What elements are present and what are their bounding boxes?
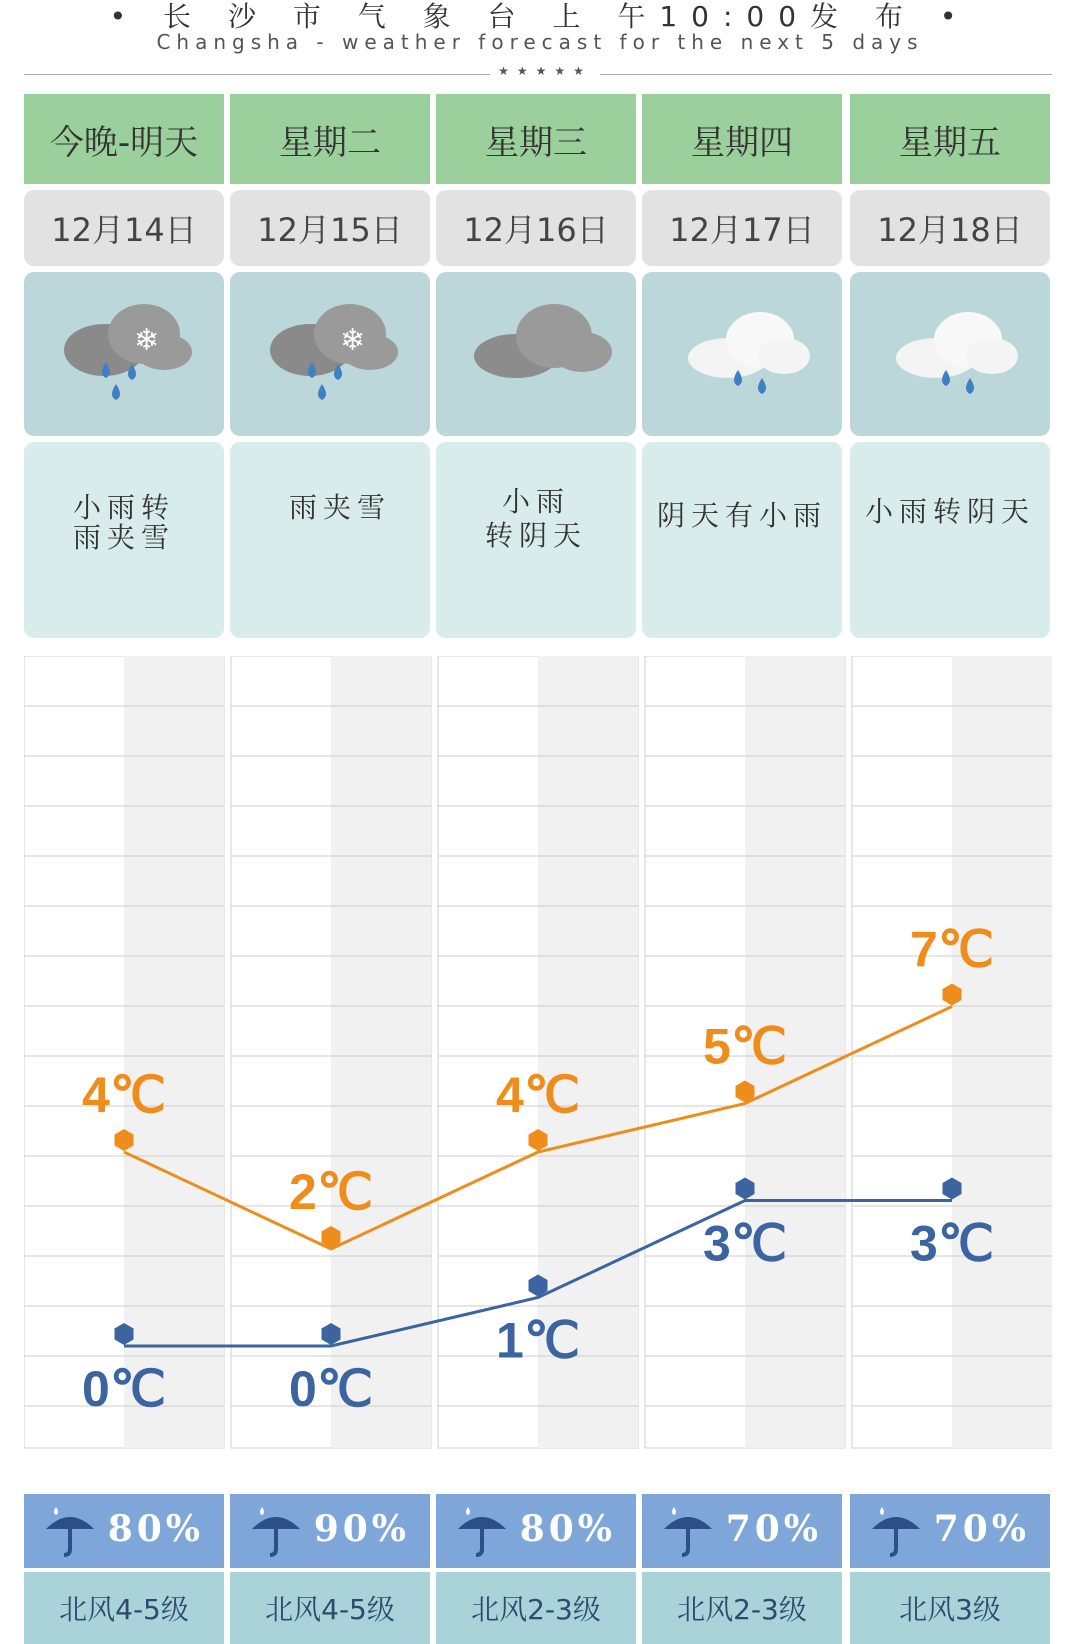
wind-label: 北风4-5级 [230, 1572, 430, 1644]
high-temp-label: 5℃ [703, 1018, 787, 1075]
star-decoration: ★★★★★ [490, 64, 600, 78]
rain-percent: 80% [519, 1508, 616, 1550]
light-rain-icon [642, 272, 842, 436]
low-temp-label: 3℃ [910, 1215, 994, 1272]
low-temp-label: 1℃ [496, 1312, 580, 1369]
desc-line: 雨夹雪 [288, 491, 391, 524]
temperature-chart [24, 656, 1052, 1488]
rain-percent: 90% [313, 1508, 410, 1550]
low-temp-label: 0℃ [82, 1361, 166, 1417]
day-label: 星期四 [642, 94, 842, 184]
high-temp-label: 4℃ [82, 1067, 166, 1123]
weather-icon-box [642, 272, 842, 436]
desc-line: 小雨 [501, 485, 570, 518]
day-label: 星期五 [850, 94, 1050, 184]
weather-description [230, 442, 430, 638]
date-label: 12月17日 [642, 190, 842, 266]
rain-probability [642, 1494, 842, 1568]
desc-line: 阴天有小雨 [656, 499, 827, 532]
rain-probability [436, 1494, 636, 1568]
svg-text:❄: ❄ [134, 323, 160, 358]
forecast-footer [850, 1494, 1050, 1644]
date-label: 12月14日 [24, 190, 224, 266]
wind-label: 北风4-5级 [24, 1572, 224, 1644]
day-label: 星期三 [436, 94, 636, 184]
chart-column-shade [331, 656, 431, 1448]
date-label: 12月16日 [436, 190, 636, 266]
umbrella-icon [450, 1499, 514, 1563]
page-title: • 长 沙 市 气 象 台 上 午10:00发 布 • [109, 0, 971, 33]
desc-line: 雨夹雪 [72, 521, 175, 554]
day-label: 星期二 [230, 94, 430, 184]
day-column [24, 94, 224, 638]
day-column [436, 94, 636, 638]
weather-icon-box [436, 272, 636, 436]
rain-probability [24, 1494, 224, 1568]
forecast-footer [24, 1494, 224, 1644]
desc-line: 小雨转 [72, 491, 175, 524]
weather-icon-box [24, 272, 224, 436]
high-temp-label: 4℃ [496, 1067, 580, 1123]
weather-description [24, 442, 224, 638]
sleet-icon [24, 272, 224, 436]
forecast-footer [436, 1494, 636, 1644]
desc-line: 转阴天 [484, 519, 587, 552]
weather-description [436, 442, 636, 638]
rain-percent: 70% [725, 1508, 822, 1550]
wind-label: 北风2-3级 [642, 1572, 842, 1644]
umbrella-icon [656, 1499, 720, 1563]
umbrella-icon [244, 1499, 308, 1563]
page-subtitle: Changsha - weather forecast for the next 5 days [156, 30, 924, 54]
rain-percent: 70% [933, 1508, 1030, 1550]
sleet-icon [230, 272, 430, 436]
low-temp-label: 3℃ [703, 1215, 787, 1272]
rain-percent: 80% [107, 1508, 204, 1550]
high-temp-label: 7℃ [910, 921, 994, 978]
rain-probability [850, 1494, 1050, 1568]
day-column [850, 94, 1050, 638]
high-temp-label: 2℃ [289, 1164, 373, 1220]
desc-line: 小雨转阴天 [864, 495, 1035, 528]
weather-description [850, 442, 1050, 638]
rain-probability [230, 1494, 430, 1568]
day-column [642, 94, 842, 638]
overcast-icon [436, 272, 636, 436]
date-label: 12月15日 [230, 190, 430, 266]
wind-label: 北风3级 [850, 1572, 1050, 1644]
forecast-footer [230, 1494, 430, 1644]
low-temp-label: 0℃ [289, 1361, 373, 1417]
weather-icon-box [230, 272, 430, 436]
chart-column-shade [952, 656, 1052, 1448]
umbrella-icon [38, 1499, 102, 1563]
wind-label: 北风2-3级 [436, 1572, 636, 1644]
svg-text:❄: ❄ [340, 323, 366, 358]
day-label: 今晚-明天 [24, 94, 224, 184]
light-rain-icon [850, 272, 1050, 436]
chart-column-shade [124, 656, 224, 1448]
weather-icon-box [850, 272, 1050, 436]
date-label: 12月18日 [850, 190, 1050, 266]
weather-description [642, 442, 842, 638]
day-column [230, 94, 430, 638]
forecast-footer [642, 1494, 842, 1644]
umbrella-icon [864, 1499, 928, 1563]
